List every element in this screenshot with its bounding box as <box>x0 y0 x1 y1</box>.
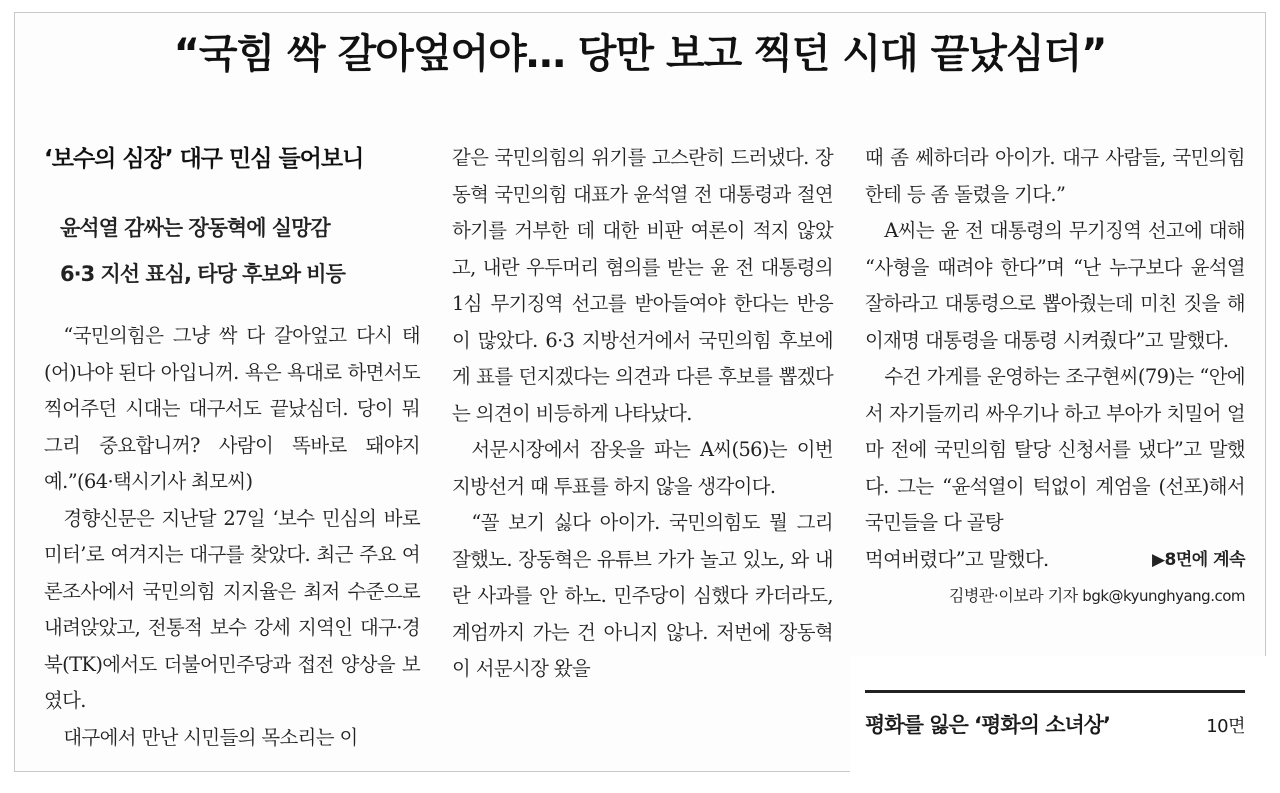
paragraph: “꼴 보기 싫다 아이가. 국민의힘도 뭘 그리 잘했노. 장동혁은 유튜브 가가 놀고 있노, 와 내란 사과를 안 하노. 민주당이 심했다 카더라도, 계엄까지 가는 건 아니지 않나. 저번에 장동혁이 서문시장 왔을 <box>452 511 833 680</box>
paragraph: “국민의힘은 그냥 싹 다 갈아엎고 다시 태(어)나야 된다 아입니꺼. 욕은 욕대로 하면서도 찍어주던 시대는 대구서도 끝났심더. 당이 뭐 그리 중요합니꺼? 사람이 똑바로 돼야지예.”(64·택시기사 최모씨) <box>44 324 420 493</box>
paragraph: 경향신문은 지난달 27일 ‘보수 민심의 바로미터’로 여겨지는 대구를 찾았다. 최근 주요 여론조사에서 국민의힘 지지율은 최저 수준으로 내려앉았고, 전통적 보수 강세 지역인 대구·경북(TK)에서도 더불어민주당과 접전 양상을 보였다. <box>44 506 420 712</box>
teaser-page: 10면 <box>1206 716 1245 737</box>
body-column-2 <box>452 140 833 688</box>
paragraph: A씨는 윤 전 대통령의 무기징역 선고에 대해 “사형을 때려야 한다”며 “난 누구보다 윤석열 잘하라고 대통령으로 뽑아줬는데 미친 짓을 해 이재명 대통령을 대통령 시켜줬다”고 말했다. <box>865 219 1245 352</box>
byline-email: bgk@kyunghyang.com <box>1082 587 1245 605</box>
paragraph: 대구에서 만난 시민들의 목소리는 이 <box>63 725 358 749</box>
continued-on-page: ▶8면에 계속 <box>1151 549 1245 570</box>
teaser-title: 평화를 잃은 ‘평화의 소녀상’ <box>865 713 1111 737</box>
subhead-1: 윤석열 감싸는 장동혁에 실망감 <box>60 216 330 240</box>
body-column-1 <box>44 318 420 756</box>
paragraph: 서문시장에서 잠옷을 파는 A씨(56)는 이번 지방선거 때 투표를 하지 않을 생각이다. <box>452 438 833 498</box>
subhead-2: 6·3 지선 표심, 타당 후보와 비등 <box>60 262 345 286</box>
paragraph: 같은 국민의힘의 위기를 고스란히 드러냈다. 장동혁 국민의힘 대표가 윤석열 전 대통령과 절연하기를 거부한 데 대한 비판 여론이 적지 않았고, 내란 우두머리 혐의를 받는 윤 전 대통령의 1심 무기징역 선고를 받아들여야 한다는 반응이 많았다. 6·3 지방선거에서 국민의힘 후보에게 표를 던지겠다는 의견과 다른 후보를 뽑겠다는 의견이 비등하게 나타났다. <box>452 146 833 425</box>
paragraph: 수건 가게를 운영하는 조구현씨(79)는 “안에서 자기들끼리 싸우기나 하고 부아가 치밀어 얼마 전에 국민의힘 탈당 신청서를 냈다”고 말했다. 그는 “윤석열이 턱없이 계엄을 (선포)해서 국민들을 다 골탕 <box>865 365 1245 534</box>
headline: “국힘 싹 갈아엎어야… 당만 보고 찍던 시대 끝났심더” <box>173 31 1107 77</box>
byline <box>865 578 1245 615</box>
continuation-line <box>865 542 1245 579</box>
body-column-3 <box>865 140 1245 615</box>
paragraph: 때 좀 쎄하더라 아이가. 대구 사람들, 국민의힘한테 등 좀 돌렸을 기다.” <box>865 146 1245 206</box>
kicker: ‘보수의 심장’ 대구 민심 들어보니 <box>44 146 364 172</box>
paragraph-end: 먹여버렸다”고 말했다. <box>865 547 1049 571</box>
teaser <box>865 690 1245 739</box>
byline-names: 김병관·이보라 기자 <box>948 586 1078 605</box>
